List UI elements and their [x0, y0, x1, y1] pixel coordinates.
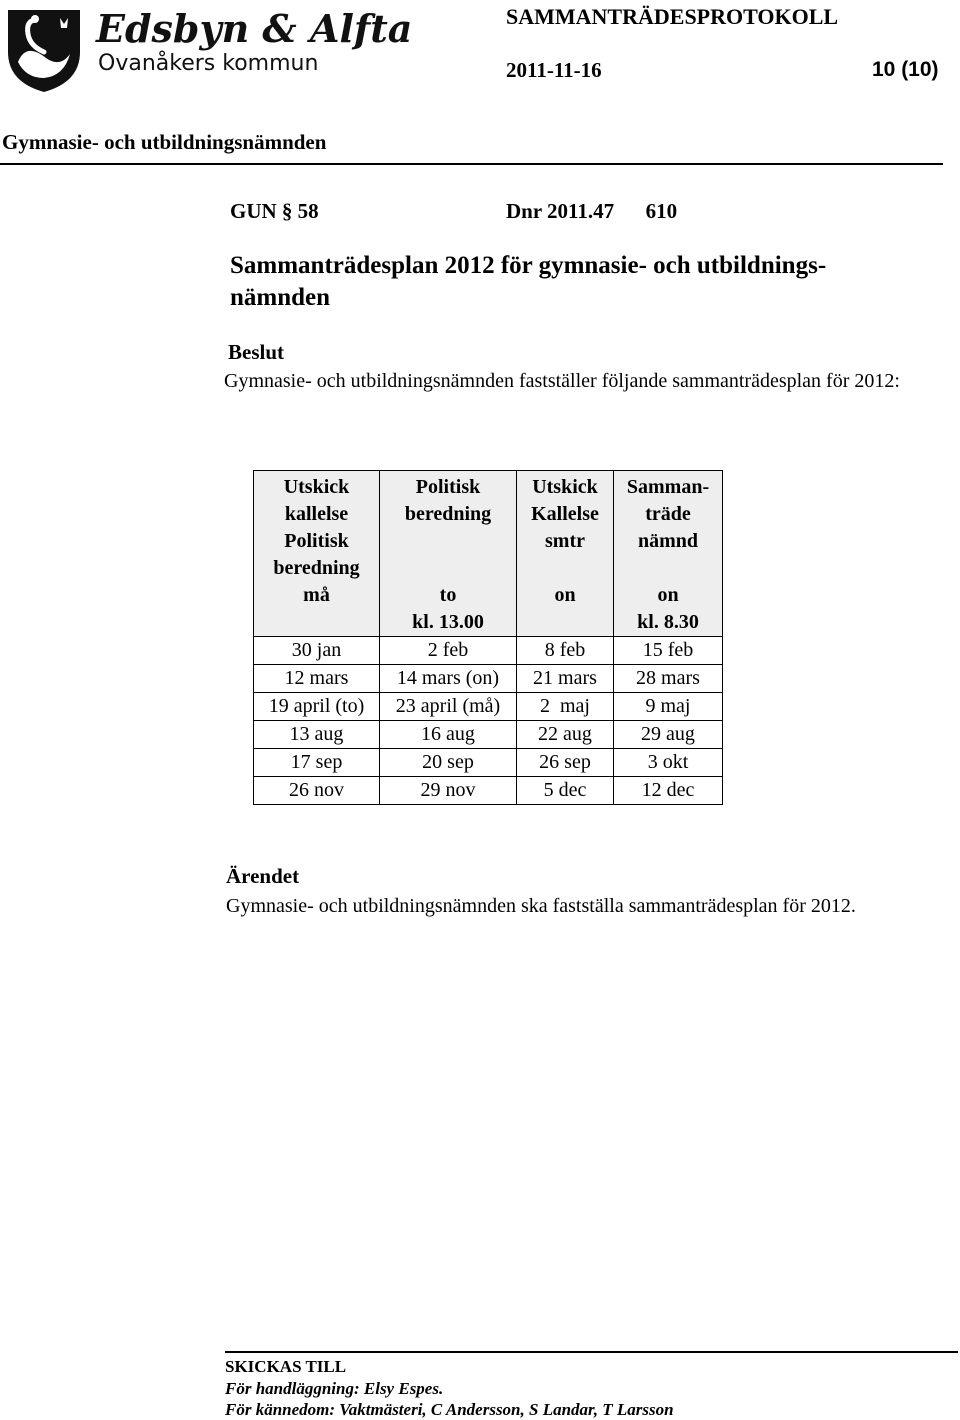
- table-cell: 21 mars: [517, 665, 614, 693]
- meeting-schedule-table: [253, 470, 723, 805]
- table-cell: 3 okt: [614, 749, 723, 777]
- table-cell: 5 dec: [517, 777, 614, 805]
- table-row: [254, 637, 723, 665]
- header-cell-notice-preparation: Utskick kallelse Politisk beredning må: [254, 471, 380, 637]
- page-number: 10 (10): [872, 58, 939, 81]
- table-cell: 22 aug: [517, 721, 614, 749]
- table-cell: 29 aug: [614, 721, 723, 749]
- information-line: För kännedom: Vaktmästeri, C Andersson, S Landar, T Larsson: [225, 1400, 674, 1419]
- table-cell: 30 jan: [254, 637, 380, 665]
- footer-divider: [225, 1351, 958, 1353]
- table-cell: 13 aug: [254, 721, 380, 749]
- header-cell-committee-meeting: Samman- träde nämnd on kl. 8.30: [614, 471, 723, 637]
- logo-subtitle: Ovanåkers kommun: [98, 51, 319, 76]
- distribution-heading: SKICKAS TILL: [225, 1357, 347, 1376]
- meeting-date: 2011-11-16: [506, 58, 602, 82]
- table-cell: 15 feb: [614, 637, 723, 665]
- table-cell: 23 april (må): [380, 693, 517, 721]
- table-cell: 14 mars (on): [380, 665, 517, 693]
- background-text: Gymnasie- och utbildningsnämnden ska fastställa sammanträdesplan för 2012.: [226, 895, 856, 917]
- table-cell: 16 aug: [380, 721, 517, 749]
- table-cell: 12 dec: [614, 777, 723, 805]
- table-cell: 20 sep: [380, 749, 517, 777]
- table-row: [254, 777, 723, 805]
- committee-name: Gymnasie- och utbildningsnämnden: [2, 130, 327, 154]
- table-cell: 9 maj: [614, 693, 723, 721]
- header-cell-preparation: Politisk beredning to kl. 13.00: [380, 471, 517, 637]
- logo-name: Edsbyn & Alfta: [96, 6, 413, 51]
- paragraph-reference: GUN § 58: [230, 199, 319, 223]
- table-cell: 28 mars: [614, 665, 723, 693]
- background-heading: Ärendet: [226, 864, 300, 888]
- table-cell: 26 nov: [254, 777, 380, 805]
- table-header-row: [254, 471, 723, 637]
- table-row: [254, 721, 723, 749]
- table-cell: 12 mars: [254, 665, 380, 693]
- header-divider: [0, 163, 943, 165]
- table-cell: 2 maj: [517, 693, 614, 721]
- header-cell-notice-meeting: Utskick Kallelse smtr on: [517, 471, 614, 637]
- municipality-logo: [4, 2, 413, 94]
- decision-text: Gymnasie- och utbildningsnämnden fastställer följande sammanträdesplan för 2012:: [224, 370, 900, 392]
- decision-heading: Beslut: [228, 340, 285, 364]
- diary-number: Dnr 2011.47 610: [506, 199, 678, 223]
- table-cell: 26 sep: [517, 749, 614, 777]
- handling-line: För handläggning: Elsy Espes.: [225, 1379, 444, 1398]
- table-cell: 8 feb: [517, 637, 614, 665]
- table-cell: 2 feb: [380, 637, 517, 665]
- matter-title: Sammanträdesplan 2012 för gymnasie- och utbildnings-nämnden: [230, 252, 827, 311]
- protocol-title: SAMMANTRÄDESPROTOKOLL: [506, 4, 839, 29]
- table-row: [254, 665, 723, 693]
- table-row: [254, 749, 723, 777]
- table-cell: 17 sep: [254, 749, 380, 777]
- table-cell: 19 april (to): [254, 693, 380, 721]
- table-cell: 29 nov: [380, 777, 517, 805]
- table-row: [254, 693, 723, 721]
